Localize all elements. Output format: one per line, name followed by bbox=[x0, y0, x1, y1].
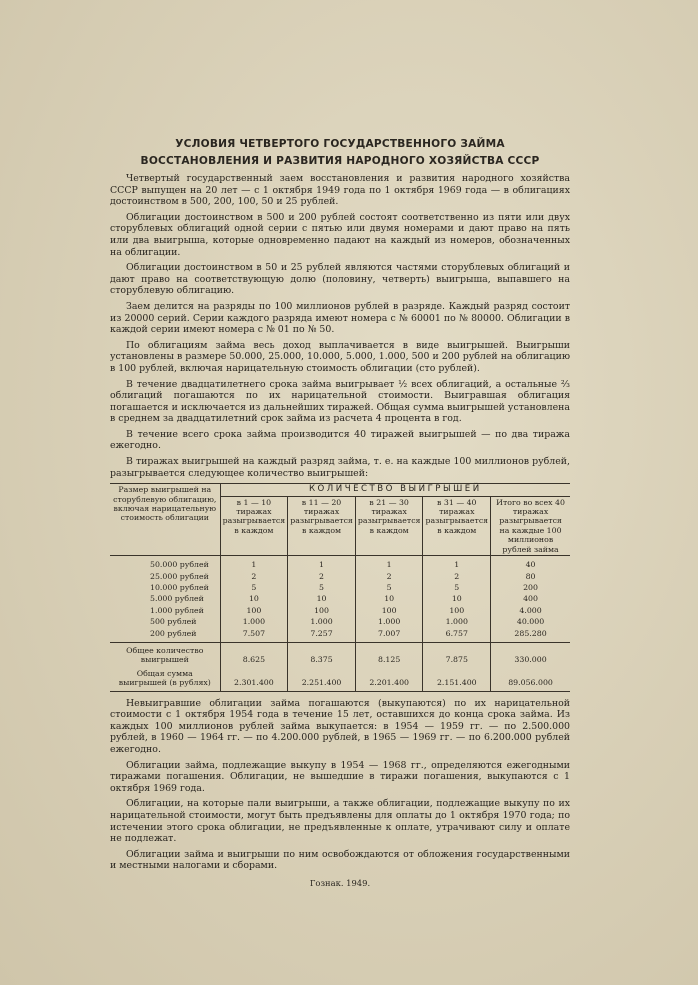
table-cell: 40 bbox=[491, 556, 570, 571]
paragraph: Облигации достоинством в 50 и 25 рублей являются частями сторублевых облигаций и дают право на соответствующую долю (половину, четверть) выигрыша, выпавшего на сторублевую облигацию. bbox=[110, 262, 570, 297]
table-cell: 1 bbox=[288, 556, 356, 571]
table-row bbox=[110, 628, 570, 643]
table-cell: 330.000 bbox=[491, 642, 570, 665]
table-row bbox=[110, 582, 570, 593]
table-cell: 8.125 bbox=[355, 642, 423, 665]
title-line-2: ВОССТАНОВЛЕНИЯ И РАЗВИТИЯ НАРОДНОГО ХОЗЯЙСТВА СССР bbox=[140, 155, 540, 167]
table-cell: 2.151.400 bbox=[423, 666, 491, 691]
total-sum-label: Общая сумма выигрышей (в рублях) bbox=[118, 668, 211, 688]
table-cell: 8.625 bbox=[220, 642, 288, 665]
table-cell: 2.251.400 bbox=[288, 666, 356, 691]
table-cell: 1 bbox=[423, 556, 491, 571]
table-row bbox=[110, 571, 570, 582]
paragraph: В течение двадцатилетнего срока займа выигрывает ½ всех облигаций, а остальные ⅔ облигаций погашаются по их нарицательной стоимости. Выигравшая облигация погашается и исключается из дальнейших тиражей. Общая сумма выигрышей установлена в среднем за двадцатилетний срок займа из расчета 4 процента в год. bbox=[110, 378, 570, 425]
paragraph: Заем делится на разряды по 100 миллионов рублей в разряде. Каждый разряд состоит из 20000 серий. Серии каждого разряда имеют номера с № 60001 по № 80000. Облигации в каждой серии имеют номера с № 01 по № 50. bbox=[110, 300, 570, 336]
table-cell: 100 bbox=[423, 605, 491, 616]
title-line-1: УСЛОВИЯ ЧЕТВЕРТОГО ГОСУДАРСТВЕННОГО ЗАЙМА bbox=[175, 138, 505, 150]
column-header: Итого во всех 40 тиражах разыгрывается на каждые 100 миллионов рублей займа bbox=[491, 496, 570, 555]
table-cell: 7.875 bbox=[423, 642, 491, 665]
table-row bbox=[110, 556, 570, 571]
prize-size: 1.000 рублей bbox=[150, 605, 204, 615]
table-cell: 100 bbox=[288, 605, 356, 616]
table-cell: 10 bbox=[220, 593, 288, 604]
prize-size: 25.000 рублей bbox=[150, 571, 209, 581]
paragraph: Невыигравшие облигации займа погашаются (выкупаются) по их нарицательной стоимости с 1 октября 1954 года в течение 15 лет, оставшихся до конца срока займа. Из каждых 100 миллионов рублей займа выкупается: в 1954 — 1959 гг. — по 2.500.000 рублей, в 1960 — 1964 гг. — по 4.200.000 рублей, в 1965 — 1969 гг. — по 6.200.000 рублей ежегодно. bbox=[110, 697, 570, 755]
document-title bbox=[110, 136, 570, 170]
paragraph: Облигации, на которые пали выигрыши, а также облигации, подлежащие выкупу по их нарицательной стоимости, могут быть предъявлены для оплаты до 1 октября 1970 года; по истечении этого срока облигации, не предъявленные к оплате, утрачивают силу и оплате не подлежат. bbox=[110, 798, 570, 845]
table-cell: 1.000 bbox=[220, 616, 288, 627]
table-cell: 1.000 bbox=[355, 616, 423, 627]
paragraph: Облигации займа и выигрыши по ним освобождаются от обложения государственными и местными налогами и сборами. bbox=[110, 848, 570, 872]
paragraph: В тиражах выигрышей на каждый разряд займа, т. е. на каждые 100 миллионов рублей, разыгрывается следующее количество выигрышей: bbox=[110, 456, 570, 479]
table-cell: 5 bbox=[220, 582, 288, 593]
table-cell: 2 bbox=[423, 571, 491, 582]
table-row bbox=[110, 616, 570, 627]
column-header: в 21 — 30 тиражах разыгрывается в каждом bbox=[355, 496, 423, 555]
prize-size: 200 рублей bbox=[150, 628, 197, 638]
table-cell: 10 bbox=[355, 593, 423, 604]
table-cell: 100 bbox=[220, 605, 288, 616]
count-header: КОЛИЧЕСТВО ВЫИГРЫШЕЙ bbox=[220, 484, 570, 496]
column-header: в 31 — 40 тиражах разыгрывается в каждом bbox=[423, 496, 491, 555]
prize-size: 5.000 рублей bbox=[150, 594, 204, 604]
prize-table bbox=[110, 483, 570, 691]
column-header: в 11 — 20 тиражах разыгрывается в каждом bbox=[288, 496, 356, 555]
table-cell: 7.007 bbox=[355, 628, 423, 643]
paragraph: Облигации достоинством в 500 и 200 рублей состоят соответственно из пяти или двух сторублевых облигаций одной серии с пятью или двумя номерами и дают право на пять или два выигрыша, которые одновременно падают на каждый из номеров, обозначенных на облигации. bbox=[110, 211, 570, 258]
table-cell: 40.000 bbox=[491, 616, 570, 627]
prize-size: 10.000 рублей bbox=[150, 582, 209, 592]
table-cell: 2 bbox=[355, 571, 423, 582]
table-cell: 6.757 bbox=[423, 628, 491, 643]
table-row bbox=[110, 593, 570, 604]
paragraph: По облигациям займа весь доход выплачивается в виде выигрышей. Выигрыши установлены в размере 50.000, 25.000, 10.000, 5.000, 1.000, 500 и 200 рублей на облигацию в 100 рублей, включая нарицательную стоимость облигации (сто рублей). bbox=[110, 339, 570, 374]
prize-size: 500 рублей bbox=[150, 617, 197, 627]
table-cell: 2 bbox=[220, 571, 288, 582]
table-cell: 200 bbox=[491, 582, 570, 593]
table-row bbox=[110, 605, 570, 616]
table-cell: 2.301.400 bbox=[220, 666, 288, 691]
table-cell: 8.375 bbox=[288, 642, 356, 665]
table-cell: 1 bbox=[355, 556, 423, 571]
document-body bbox=[110, 136, 570, 888]
table-cell: 7.257 bbox=[288, 628, 356, 643]
table-cell: 89.056.000 bbox=[491, 666, 570, 691]
table-cell: 1.000 bbox=[423, 616, 491, 627]
prize-size: 50.000 рублей bbox=[150, 560, 209, 570]
table-cell: 2 bbox=[288, 571, 356, 582]
total-sum-row bbox=[110, 666, 570, 691]
table-cell: 7.507 bbox=[220, 628, 288, 643]
table-cell: 1 bbox=[220, 556, 288, 571]
table-cell: 10 bbox=[423, 593, 491, 604]
size-header: Размер выигрышей на сторублевую облигацию, включая нарицательную стоимость облигации bbox=[110, 484, 220, 556]
paragraph: В течение всего срока займа производится 40 тиражей выигрышей — по два тиража ежегодно. bbox=[110, 428, 570, 452]
table-cell: 100 bbox=[355, 605, 423, 616]
column-header: в 1 — 10 тиражах разыгрывается в каждом bbox=[220, 496, 288, 555]
printer-imprint: Гознак. 1949. bbox=[309, 877, 371, 888]
table-cell: 400 bbox=[491, 593, 570, 604]
table-cell: 285.280 bbox=[491, 628, 570, 643]
total-count-label: Общее количество выигрышей bbox=[126, 645, 204, 665]
table-cell: 5 bbox=[288, 582, 356, 593]
total-count-row bbox=[110, 642, 570, 665]
table-cell: 1.000 bbox=[288, 616, 356, 627]
table-cell: 2.201.400 bbox=[355, 666, 423, 691]
table-cell: 4.000 bbox=[491, 605, 570, 616]
table-cell: 10 bbox=[288, 593, 356, 604]
paragraph: Облигации займа, подлежащие выкупу в 1954 — 1968 гг., определяются ежегодными тиражами погашения. Облигации, не вышедшие в тиражи погашения, выкупаются с 1 октября 1969 года. bbox=[110, 759, 570, 794]
table-cell: 80 bbox=[491, 571, 570, 582]
table-cell: 5 bbox=[423, 582, 491, 593]
table-cell: 5 bbox=[355, 582, 423, 593]
paragraph: Четвертый государственный заем восстановления и развития народного хозяйства СССР выпущен на 20 лет — с 1 октября 1949 года по 1 октября 1969 года — в облигациях достоинством в 500, 200, 100, 50 и 25 рублей. bbox=[110, 173, 570, 208]
